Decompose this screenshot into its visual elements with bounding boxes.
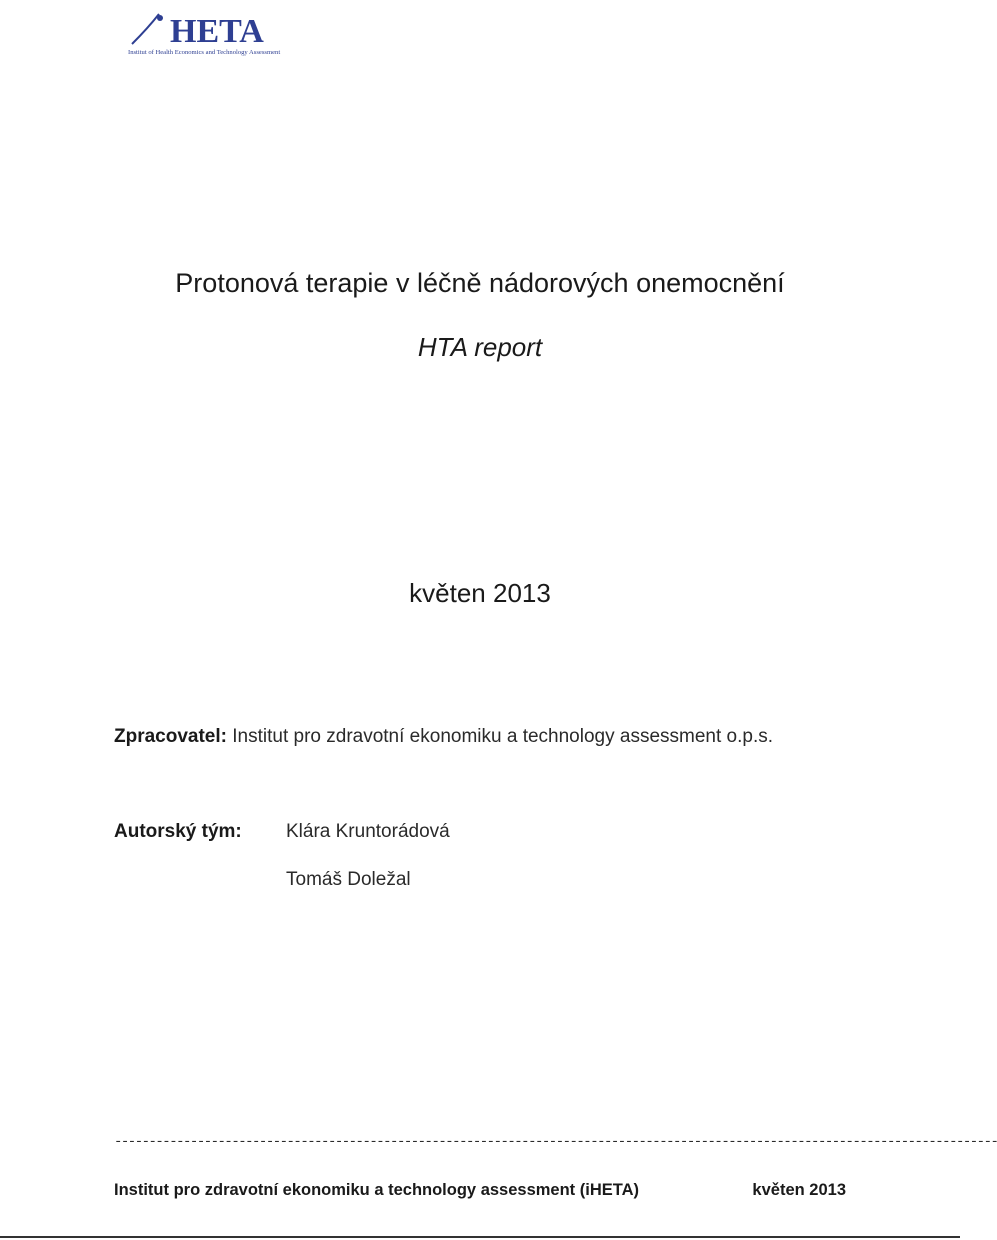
page-edge-line: [0, 1236, 960, 1238]
logo-mark-text: HETA: [170, 13, 264, 50]
author-name: Klára Kruntorádová: [286, 821, 450, 842]
iheta-logo-graphic: [126, 6, 316, 58]
footer-institute: Institut pro zdravotní ekonomiku a technology assessment (iHETA): [114, 1181, 640, 1199]
document-date: květen 2013: [409, 578, 551, 608]
author-name: Tomáš Doležal: [286, 869, 411, 890]
document-title: Protonová terapie v léčně nádorových onemocnění: [175, 268, 785, 298]
document-subtitle: HTA report: [417, 332, 543, 362]
processor-line: [114, 726, 773, 748]
footer-date: květen 2013: [752, 1181, 846, 1199]
iheta-logo: [126, 6, 316, 58]
processor-value: Institut pro zdravotní ekonomiku a technology assessment o.p.s.: [232, 726, 773, 747]
logo-tagline: Institut of Health Economics and Technology Assessment: [128, 49, 281, 56]
logo-dot: [157, 15, 163, 21]
footer-separator: --------------------------------------------------------------------------------------------------------------------------------: [114, 1134, 997, 1150]
processor-label: Zpracovatel:: [114, 726, 227, 747]
team-label: Autorský tým:: [114, 821, 242, 842]
logo-swoosh: [132, 14, 159, 44]
